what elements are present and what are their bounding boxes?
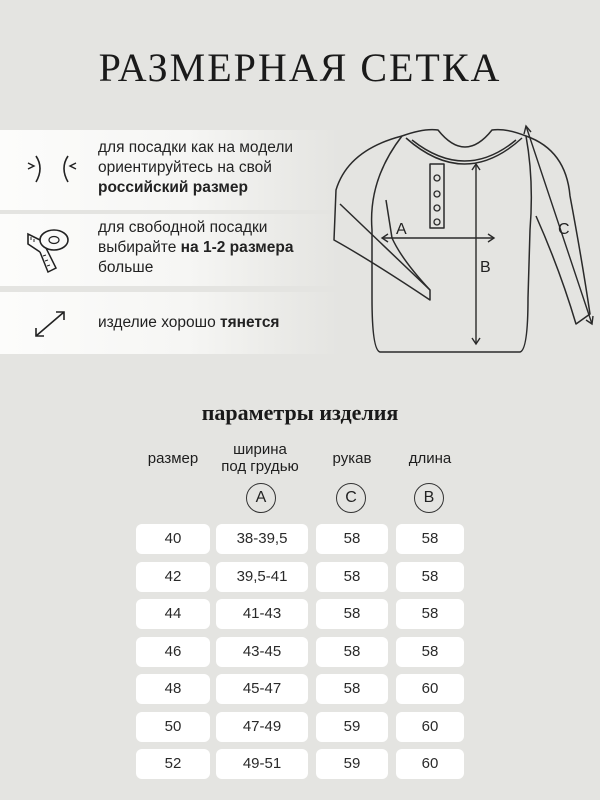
table-cell: 58 bbox=[316, 637, 388, 667]
table-cell: 52 bbox=[136, 749, 210, 779]
tip-bold: российский размер bbox=[98, 179, 248, 196]
button-icon bbox=[434, 191, 440, 197]
tip-bold: тянется bbox=[220, 314, 280, 331]
tip-model-fit bbox=[0, 130, 340, 210]
badge-a: A bbox=[246, 483, 276, 513]
table-cell: 58 bbox=[316, 562, 388, 592]
table-cell: 60 bbox=[396, 749, 464, 779]
header-chest-width: ширина под грудью bbox=[221, 441, 299, 475]
table-cell: 60 bbox=[396, 712, 464, 742]
table-cell: 47-49 bbox=[216, 712, 308, 742]
table-cell: 49-51 bbox=[216, 749, 308, 779]
tip-line: изделие хорошо bbox=[98, 314, 221, 331]
tip-line: больше bbox=[98, 259, 154, 276]
tip-line: для посадки как на модели bbox=[98, 139, 294, 156]
tip-bold: на 1-2 размера bbox=[180, 239, 294, 256]
table-cell: 50 bbox=[136, 712, 210, 742]
stretch-arrows-icon bbox=[30, 306, 70, 342]
table-cell: 48 bbox=[136, 674, 210, 704]
table-cell: 60 bbox=[396, 674, 464, 704]
table-cell: 42 bbox=[136, 562, 210, 592]
garment-diagram bbox=[330, 120, 600, 370]
table-cell: 38-39,5 bbox=[216, 524, 308, 554]
label-c: C bbox=[558, 221, 570, 238]
tip-line: для свободной посадки bbox=[98, 219, 268, 236]
header-length: длина bbox=[408, 450, 452, 467]
table-cell: 58 bbox=[396, 637, 464, 667]
button-icon bbox=[434, 205, 440, 211]
table-cell: 44 bbox=[136, 599, 210, 629]
table-cell: 58 bbox=[316, 674, 388, 704]
fit-brackets-icon bbox=[22, 150, 82, 190]
tip-loose-fit bbox=[0, 214, 340, 286]
table-cell: 43-45 bbox=[216, 637, 308, 667]
button-icon bbox=[434, 175, 440, 181]
header-size: размер bbox=[147, 450, 199, 467]
table-cell: 58 bbox=[316, 599, 388, 629]
header-sleeve: рукав bbox=[332, 450, 372, 467]
tip-stretch bbox=[0, 292, 340, 354]
table-cell: 40 bbox=[136, 524, 210, 554]
neckline bbox=[406, 138, 522, 164]
table-cell: 59 bbox=[316, 712, 388, 742]
label-a: A bbox=[396, 221, 407, 238]
label-b: B bbox=[480, 259, 491, 276]
tip-line: выбирайте bbox=[98, 239, 181, 256]
measuring-tape-icon bbox=[20, 220, 76, 280]
table-cell: 58 bbox=[396, 599, 464, 629]
badge-b: B bbox=[414, 483, 444, 513]
table-cell: 58 bbox=[396, 524, 464, 554]
table-cell: 58 bbox=[396, 562, 464, 592]
table-cell: 39,5-41 bbox=[216, 562, 308, 592]
table-cell: 58 bbox=[316, 524, 388, 554]
tip-line: ориентируйтесь на свой bbox=[98, 159, 272, 176]
table-cell: 46 bbox=[136, 637, 210, 667]
table-cell: 45-47 bbox=[216, 674, 308, 704]
button-icon bbox=[434, 219, 440, 225]
page-title: РАЗМЕРНАЯ СЕТКА bbox=[98, 45, 502, 90]
badge-c: C bbox=[336, 483, 366, 513]
section-title: параметры изделия bbox=[201, 400, 399, 425]
table-cell: 41-43 bbox=[216, 599, 308, 629]
table-cell: 59 bbox=[316, 749, 388, 779]
